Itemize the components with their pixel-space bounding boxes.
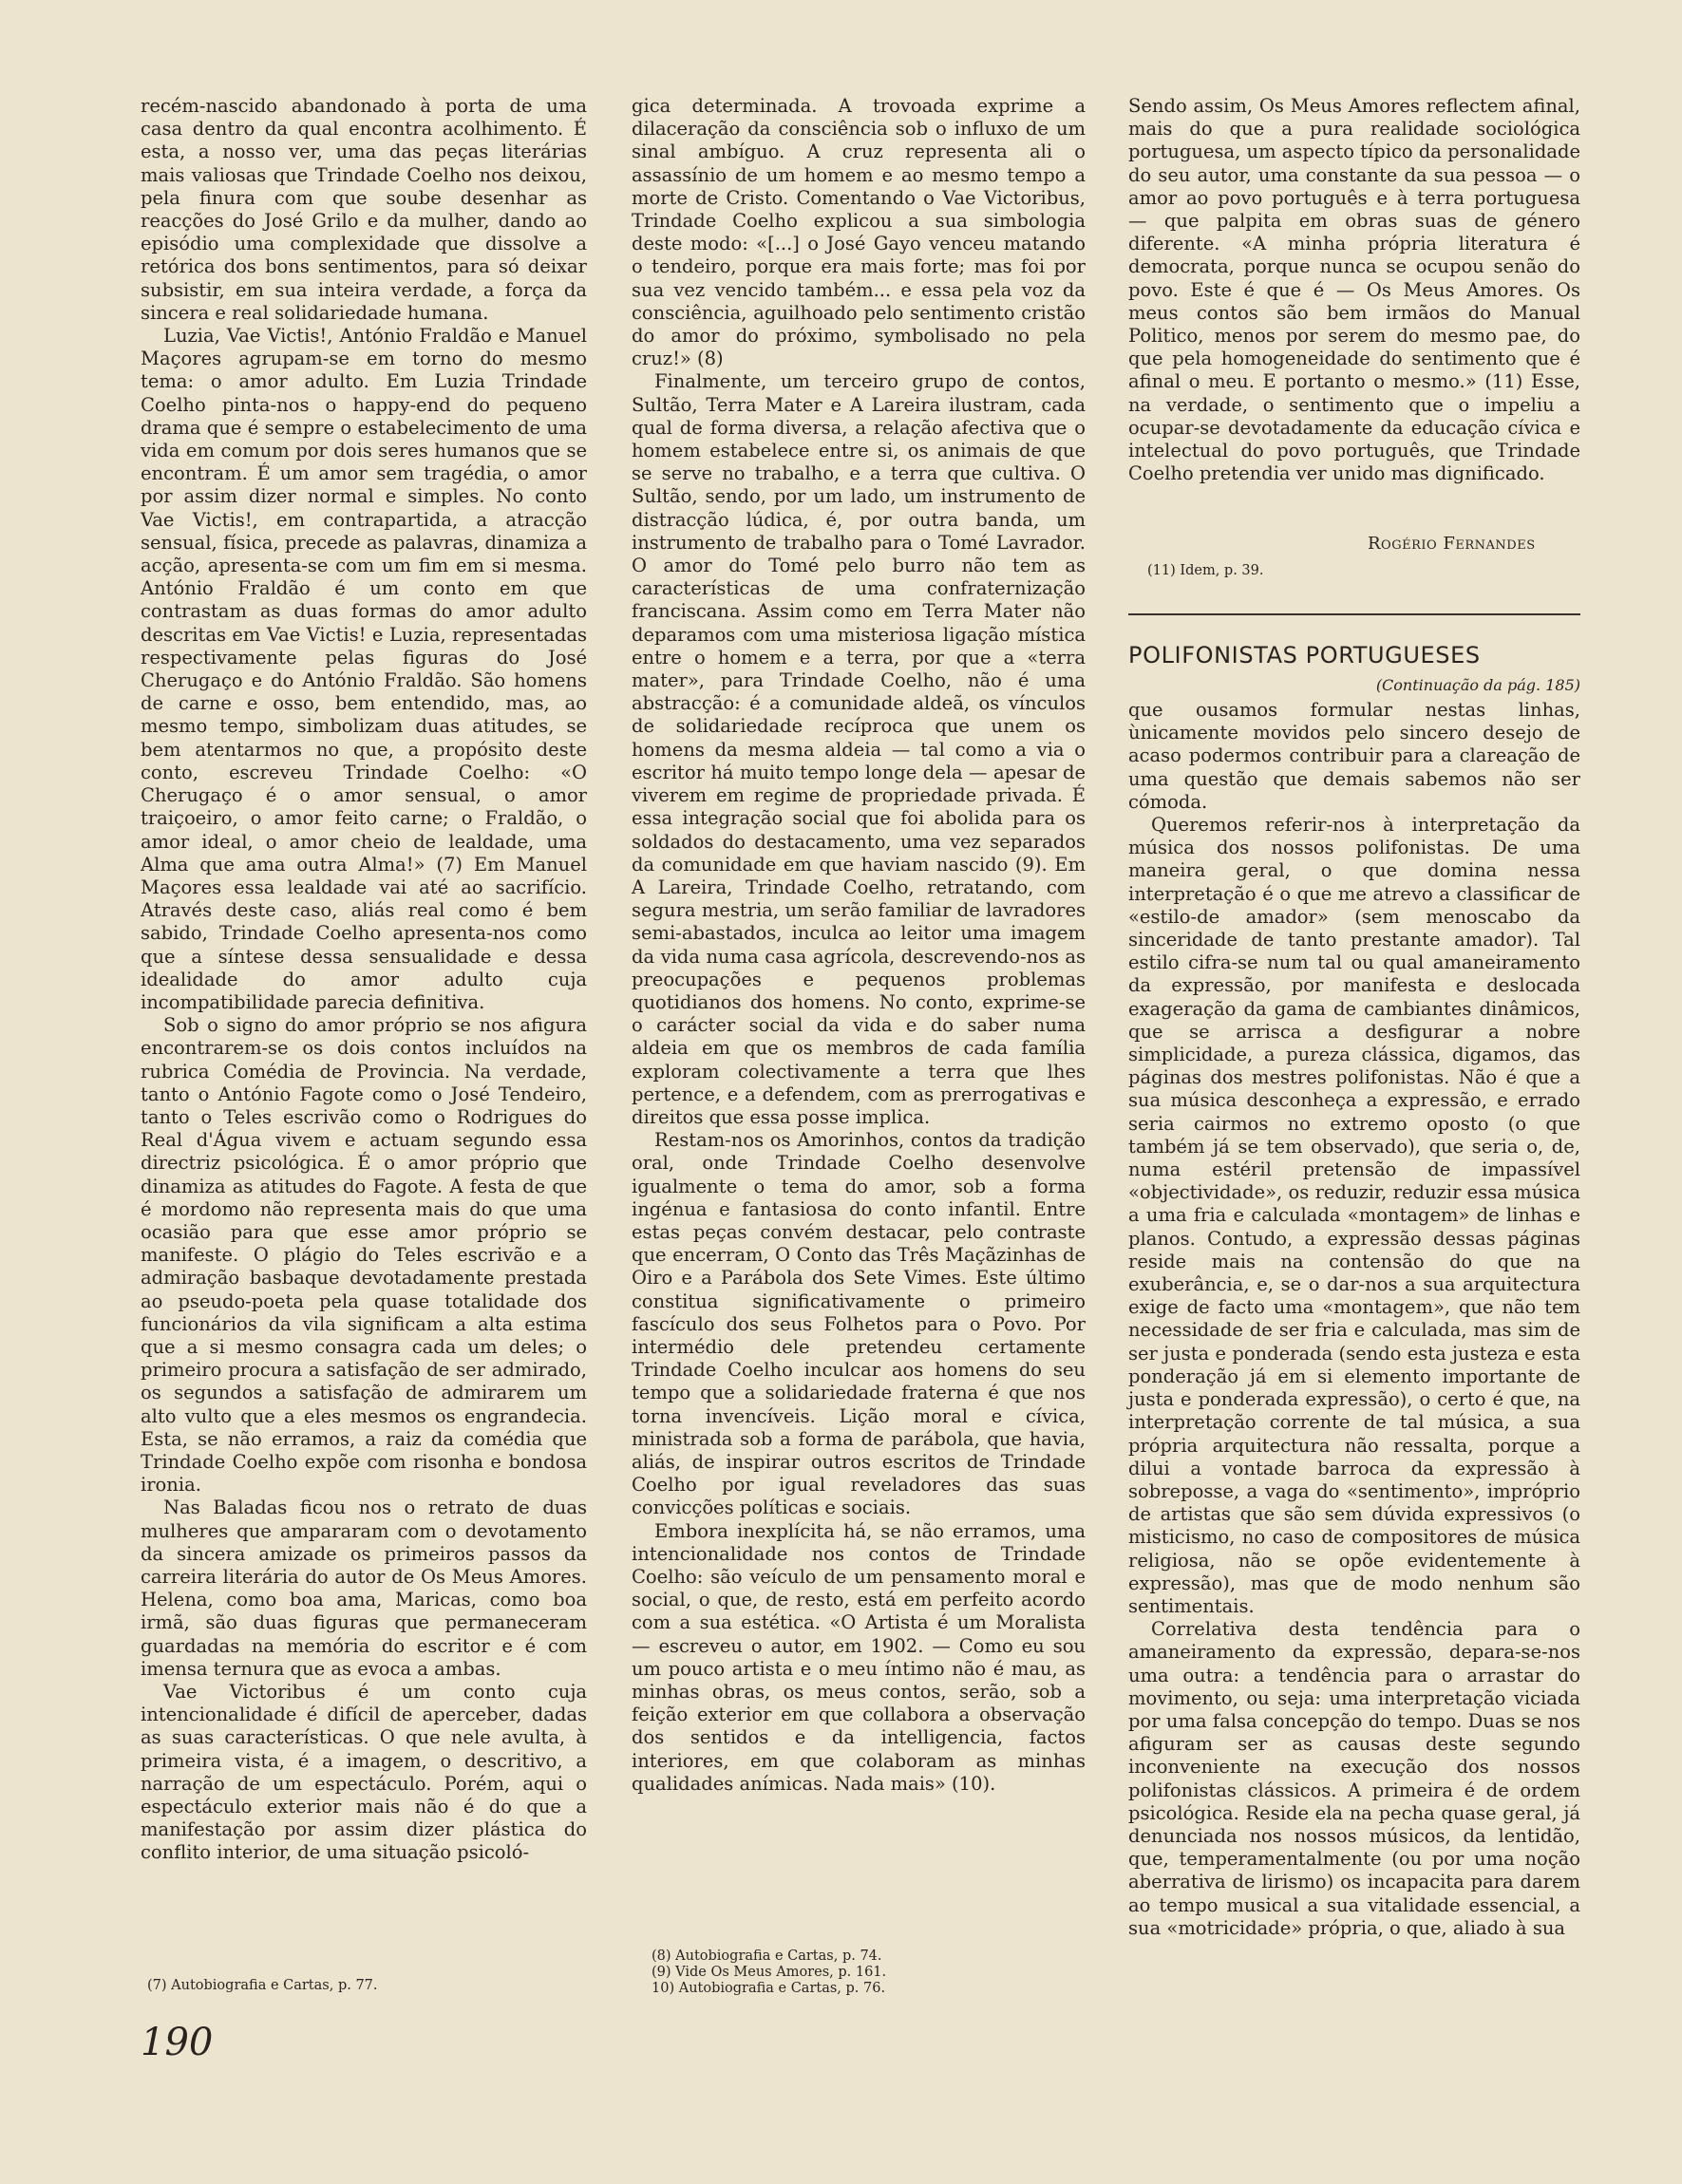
text-column-3-bottom xyxy=(1128,699,1580,1940)
text-column-1 xyxy=(141,95,587,1865)
section-divider xyxy=(1128,613,1580,615)
paragraph: Nas Baladas ficou nos o retrato de duas mulheres que ampararam com o devotamento da sincera amizade os primeiros passos da carreira literária do autor de Os Meus Amores. Helena, como boa ama, Maricas, como boa irmã, são duas figuras que permaneceram guardadas na memória do escritor e é com imensa ternura que as evoca a ambas. xyxy=(141,1497,587,1680)
page-number: 190 xyxy=(141,2021,214,2064)
paragraph: Restam-nos os Amorinhos, contos da tradição oral, onde Trindade Coelho desenvolve igualmente o tema do amor, sob a forma ingénua e fantasiosa do conto infantil. Entre estas peças convém destacar, pelo contraste que encerram, O Conto das Três Maçãzinhas de Oiro e a Parábola dos Sete Vimes. Este último constitua significativamente o primeiro fascículo dos seus Folhetos para o Povo. Por intermédio dele pretendeu certamente Trindade Coelho inculcar aos homens do seu tempo que a solidariedade fraterna é que nos torna invencíveis. Lição moral e cívica, ministrada sob a forma de parábola, que havia, aliás, de inspirar outros escritos de Trindade Coelho por igual reveladores das suas convicções políticas e sociais. xyxy=(632,1129,1086,1519)
paragraph: Sendo assim, Os Meus Amores reflectem afinal, mais do que a pura realidade sociológica portuguesa, um aspecto típico da personalidade do seu autor, uma constante da sua pessoa — o amor ao povo português e à terra portuguesa — que palpita em obras suas de género diferente. «A minha própria literatura é democrata, porque nunca se ocupou senão do povo. Este é que é — Os Meus Amores. Os meus contos são bem irmãos do Manual Politico, menos por serem do mesmo pae, do que pela homogeneidade do sentimento que é afinal o meu. E portanto o mesmo.» (11) Esse, na verdade, o sentimento que o impeliu a ocupar-se devotadamente da educação cívica e intelectual do povo português, que Trindade Coelho pretendia ver unido mas dignificado. xyxy=(1128,95,1580,485)
text-column-3-top xyxy=(1128,95,1580,485)
text-column-2 xyxy=(632,95,1086,1796)
continuation-note: (Continuação da pág. 185) xyxy=(1375,676,1580,694)
footnote: (8) Autobiografia e Cartas, p. 74. xyxy=(652,1949,882,1964)
footnote: (9) Vide Os Meus Amores, p. 161. xyxy=(652,1965,887,1980)
paragraph: Sob o signo do amor próprio se nos afigura encontrarem-se os dois contos incluídos na rubrica Comédia de Provincia. Na verdade, tanto o António Fagote como o José Tendeiro, tanto o Teles escrivão como o Rodrigues do Real d'Água vivem e actuam segundo essa directriz psicológica. É o amor próprio que dinamiza as atitudes do Fagote. A festa de que é mordomo não representa mais do que uma ocasião para que esse amor próprio se manifeste. O plágio do Teles escrivão e a admiração basbaque devotadamente prestada ao pseudo-poeta pela quase totalidade dos funcionários da vila significam a alta estima que a si mesmo consagra cada um deles; o primeiro procura a satisfação de ser admirado, os segundos a satisfação de admirarem um alto vulto que a eles mesmos os engrandecia. Esta, se não erramos, a raiz da comédia que Trindade Coelho expõe com risonha e bondosa ironia. xyxy=(141,1014,587,1497)
paragraph: Queremos referir-nos à interpretação da música dos nossos polifonistas. De uma maneira geral, o que domina nessa interpretação é o que me atrevo a classificar de «estilo-de amador» (sem menoscabo da sinceridade de tanto prestante amador). Tal estilo cifra-se num tal ou qual amaneiramento da expressão, por manifesta e deslocada exageração da gama de cambiantes dinâmicos, que se arrisca a desfigurar a nobre simplicidade, a pureza clássica, digamos, das páginas dos mestres polifonistas. Não é que a sua música desconheça a expressão, e errado seria cairmos no extremo oposto (o que também já se tem observado), que seria o, de, numa estéril pretensão de impassível «objectividade», os reduzir, reduzir essa música a uma fria e calculada «montagem» de linhas e planos. Contudo, a expressão dessas páginas reside mais na contensão do que na exuberância, e, se o dar-nos a sua arquitectura exige de facto uma «montagem», que não tem necessidade de ser fria e calculada, mas sim de ser justa e ponderada (sendo esta justeza e esta ponderação já em si elemento importante de justa e ponderada expressão), o certo é que, na interpretação corrente de tal música, a sua própria arquitectura não ressalta, porque a dilui a vontade barroca da expressão à sobreposse, a vaga do «sentimento», impróprio de artistas que são sem dúvida expressivos (o misticismo, no caso de compositores de música religiosa, não se opõe evidentemente à expressão), mas que de modo nenhum são sentimentais. xyxy=(1128,814,1580,1617)
paragraph: gica determinada. A trovoada exprime a dilaceração da consciência sob o influxo de um sinal ambíguo. A cruz representa ali o assassínio de um homem e ao mesmo tempo a morte de Cristo. Comentando o Vae Victoribus, Trindade Coelho explicou a sua simbologia deste modo: «[...] o José Gayo venceu matando o tendeiro, porque era mais forte; mas foi por sua vez vencido também... e essa pela voz da consciência, aguilhoado pelo sentimento cristão do amor do próximo, symbolisado no pela cruz!» (8) xyxy=(632,95,1086,370)
paragraph: Correlativa desta tendência para o amaneiramento da expressão, depara-se-nos uma outra: a tendência para o arrastar do movimento, ou seja: uma interpretação viciada por uma falsa concepção do tempo. Duas se nos afiguram ser as causas deste segundo inconveniente na execução dos nossos polifonistas clássicos. A primeira é de ordem psicológica. Reside ela na pecha quase geral, já denunciada nos nossos músicos, da lentidão, que, temperamentalmente (ou por uma noção aberrativa de lirismo) os incapacita para darem ao tempo musical a sua vitalidade essencial, a sua «motricidade» própria, o que, aliado à sua xyxy=(1128,1618,1580,1939)
paragraph: Vae Victoribus é um conto cuja intencionalidade é difícil de aperceber, dadas as suas características. O que nele avulta, à primeira vista, é a imagem, o descritivo, a narração de um espectáculo. Porém, aqui o espectáculo exterior mais não é do que a manifestação por assim dizer plástica do conflito interior, de uma situação psicoló- xyxy=(141,1681,587,1864)
paragraph: recém-nascido abandonado à porta de uma casa dentro da qual encontra acolhimento. É esta, a nosso ver, uma das peças literárias mais valiosas que Trindade Coelho nos deixou, pela finura com que soube desenhar as reacções do José Grilo e da mulher, dando ao episódio uma complexidade que dissolve a retórica dos bons sentimentos, para só deixar subsistir, em sua inteira verdade, a força da sincera e real solidariedade humana. xyxy=(141,95,587,324)
article-title: POLIFONISTAS PORTUGUESES xyxy=(1128,642,1481,668)
footnote: (11) Idem, p. 39. xyxy=(1147,563,1264,578)
footnote: (7) Autobiografia e Cartas, p. 77. xyxy=(147,1978,378,1993)
author-signature: Rogério Fernandes xyxy=(1368,534,1536,554)
paragraph: que ousamos formular nestas linhas, ùnicamente movidos pelo sincero desejo de acaso podermos contribuir para a clareação de uma questão que demais sabemos não ser cómoda. xyxy=(1128,699,1580,813)
paragraph: Embora inexplícita há, se não erramos, uma intencionalidade nos contos de Trindade Coelho: são veículo de um pensamento moral e social, o que, de resto, está em perfeito acordo com a sua estética. «O Artista é um Moralista — escreveu o autor, em 1902. — Como eu sou um pouco artista e o meu íntimo não é mau, as minhas obras, os meus contos, serão, sob a feição exterior em que collabora a observação dos sentidos e da intelligencia, factos interiores, em que colaboram as minhas qualidades anímicas. Nada mais» (10). xyxy=(632,1519,1086,1795)
footnote: 10) Autobiografia e Cartas, p. 76. xyxy=(652,1981,886,1996)
paragraph: Luzia, Vae Victis!, António Fraldão e Manuel Maçores agrupam-se em torno do mesmo tema: o amor adulto. Em Luzia Trindade Coelho pinta-nos o happy-end do pequeno drama que é sempre o estabelecimento de uma vida em comum por dois seres humanos que se encontram. É um amor sem tragédia, o amor por assim dizer normal e simples. No conto Vae Victis!, em contrapartida, a atracção sensual, física, precede as palavras, dinamiza a acção, apresenta-se com um fim em si mesma. António Fraldão é um conto em que contrastam as duas formas do amor adulto descritas em Vae Victis! e Luzia, representadas respectivamente pelas figuras do José Cherugaço e do António Fraldão. São homens de carne e osso, bem entendido, mas, ao mesmo tempo, simbolizam duas atitudes, se bem atentarmos no que, a propósito deste conto, escreveu Trindade Coelho: «O Cherugaço é o amor sensual, o amor traiçoeiro, o amor feito carne; o Fraldão, o amor ideal, o amor cheio de lealdade, uma Alma que ama outra Alma!» (7) Em Manuel Maçores essa lealdade vai até ao sacrifício. Através deste caso, aliás real como é bem sabido, Trindade Coelho apresenta-nos como que a síntese dessa sensualidade e dessa idealidade do amor adulto cuja incompatibilidade parecia definitiva. xyxy=(141,325,587,1013)
paragraph: Finalmente, um terceiro grupo de contos, Sultão, Terra Mater e A Lareira ilustram, cada qual de forma diversa, a relação afectiva que o homem estabelece entre si, os animais de que se serve no trabalho, e a terra que cultiva. O Sultão, sendo, por um lado, um instrumento de distracção lúdica, é, por outra banda, um instrumento de trabalho para o Tomé Lavrador. O amor do Tomé pelo burro não tem as características de uma confraternização franciscana. Assim como em Terra Mater não deparamos com uma misteriosa ligação mística entre o homem e a terra, por que a «terra mater», para Trindade Coelho, não é uma abstracção: é a comunidade aldeã, os vínculos de solidariedade recíproca que unem os homens da mesma aldeia — tal como a via o escritor há muito tempo longe dela — apesar de viverem em regime de propriedade privada. É essa integração social que foi abolida para os soldados do destacamento, uma vez separados da comunidade em que haviam nascido (9). Em A Lareira, Trindade Coelho, retratando, com segura mestria, um serão familiar de lavradores semi-abastados, inculca ao leitor uma imagem da vida numa casa agrícola, descrevendo-nos as preocupações e pequenos problemas quotidianos dos homens. No conto, exprime-se o carácter social da vida e do saber numa aldeia em que os membros de cada família exploram colectivamente a terra que lhes pertence, e a defendem, com as prerrogativas e direitos que essa posse implica. xyxy=(632,370,1086,1128)
footnotes xyxy=(652,1949,1088,1997)
